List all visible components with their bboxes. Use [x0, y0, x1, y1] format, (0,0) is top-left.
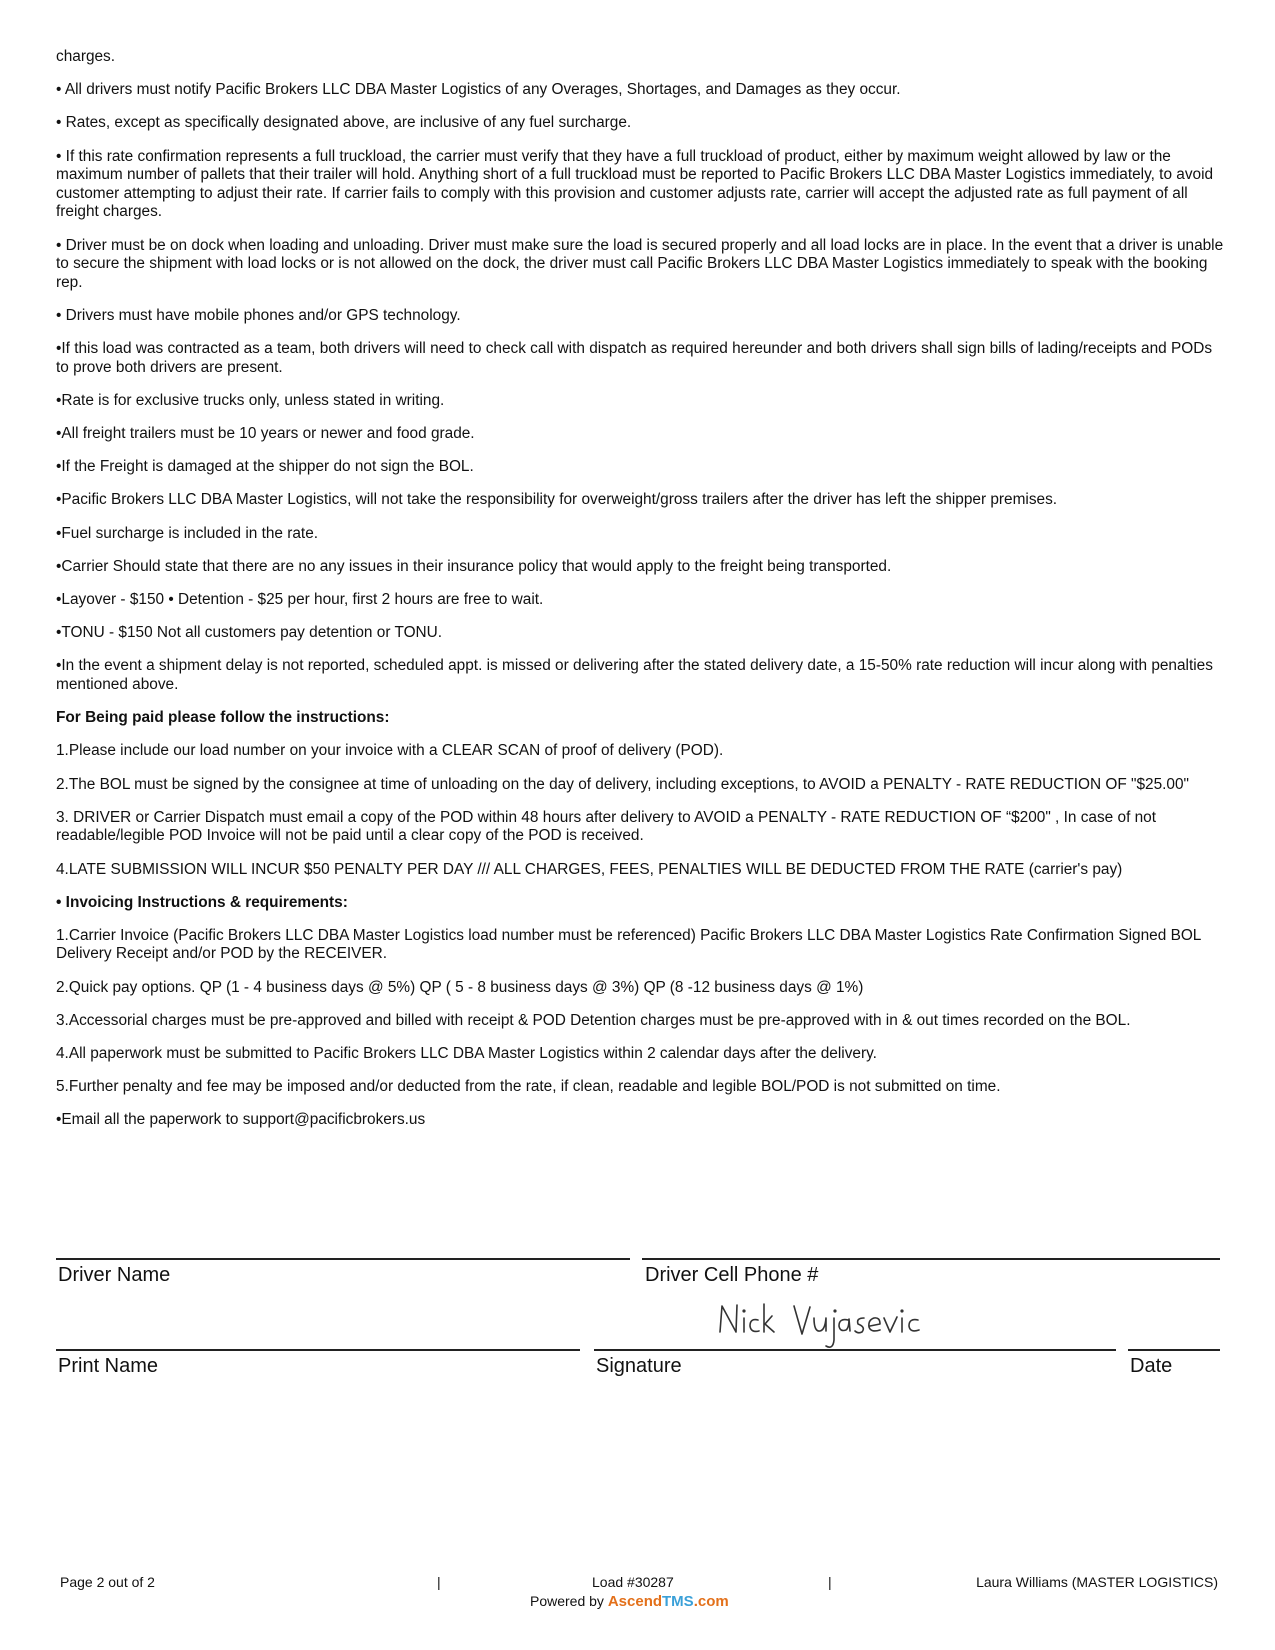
term-paragraph: • Driver must be on dock when loading and unloading. Driver must make sure the load is secured properly and all load locks are in place. In the event that a driver is unable to secure the shipment with load locks or is not allowed on the dock, the driver must call Pacific Brokers LLC DBA Master Logistics immediately to speak with the booking rep.	[56, 236, 1228, 291]
date-line	[1128, 1349, 1220, 1351]
term-paragraph: 3. DRIVER or Carrier Dispatch must email a copy of the POD within 48 hours after delivery to AVOID a PENALTY - RATE REDUCTION OF “$200" , In case of not readable/legible POD Invoice will not be paid until a clear copy of the POD is received.	[56, 808, 1161, 845]
print-name-line	[56, 1349, 580, 1351]
driver-name-line	[56, 1258, 630, 1260]
term-paragraph: 1.Carrier Invoice (Pacific Brokers LLC DBA Master Logistics load number must be referenced) Pacific Brokers LLC DBA Master Logistics Rate Confirmation Signed BOL Delivery Receipt and/or POD by the RECEIVER.	[56, 926, 1206, 963]
footer-page-number: Page 2 out of 2	[60, 1574, 155, 1590]
term-paragraph: 1.Please include our load number on your invoice with a CLEAR SCAN of proof of delivery (POD).	[56, 742, 724, 760]
term-paragraph: •If the Freight is damaged at the shipper do not sign the BOL.	[56, 458, 474, 476]
print-name-label: Print Name	[58, 1355, 159, 1377]
date-label: Date	[1130, 1355, 1173, 1377]
terms-and-conditions	[56, 48, 1228, 1145]
tms-brand: TMS	[662, 1593, 694, 1610]
term-paragraph: •In the event a shipment delay is not reported, scheduled appt. is missed or delivering after the stated delivery date, a 15-50% rate reduction will incur along with penalties mentioned above.	[56, 657, 1218, 693]
term-paragraph: charges.	[56, 48, 116, 65]
handwritten-signature	[714, 1296, 954, 1354]
term-paragraph: • All drivers must notify Pacific Brokers LLC DBA Master Logistics of any Overages, Shortages, and Damages as they occur.	[56, 81, 901, 99]
term-paragraph: •Pacific Brokers LLC DBA Master Logistics, will not take the responsibility for overweight/gross trailers after the driver has left the shipper premises.	[56, 491, 1058, 509]
section-heading: • Invoicing Instructions & requirements:	[56, 893, 348, 911]
powered-by-label: Powered by	[530, 1593, 604, 1609]
driver-phone-line	[642, 1258, 1220, 1260]
com-brand: .com	[693, 1593, 729, 1610]
term-paragraph: • If this rate confirmation represents a full truckload, the carrier must verify that they have a full truckload of product, either by maximum weight allowed by law or the maximum number of pallets that their trailer will hold. Anything short of a full truckload must be reported to Pacific Brokers LLC DBA Master Logistics immediately, to avoid customer attempting to adjust their rate. If carrier fails to comply with this provision and customer adjusts rate, carrier will accept the adjusted rate as full payment of all freight charges.	[56, 147, 1218, 221]
footer-load-number: Load #30287	[592, 1574, 674, 1590]
term-paragraph: •TONU - $150 Not all customers pay detention or TONU.	[56, 624, 443, 642]
term-paragraph: •Email all the paperwork to support@pacificbrokers.us	[56, 1111, 426, 1129]
term-paragraph: •Carrier Should state that there are no any issues in their insurance policy that would apply to the freight being transported.	[56, 557, 892, 575]
term-paragraph: 2.The BOL must be signed by the consignee at time of unloading on the day of delivery, including exceptions, to AVOID a PENALTY - RATE REDUCTION OF "$25.00"	[56, 775, 1190, 793]
signature-label: Signature	[596, 1355, 682, 1377]
term-paragraph: •If this load was contracted as a team, both drivers will need to check call with dispatch as required hereunder and both drivers shall sign bills of lading/receipts and PODs to prove both drivers are present.	[56, 340, 1217, 376]
term-paragraph: 4.LATE SUBMISSION WILL INCUR $50 PENALTY PER DAY /// ALL CHARGES, FEES, PENALTIES WILL BE DEDUCTED FROM THE RATE (carrier's pay)	[56, 860, 1123, 878]
term-paragraph: • Drivers must have mobile phones and/or GPS technology.	[56, 306, 461, 324]
footer-powered-by	[530, 1593, 729, 1610]
signature-line	[594, 1349, 1116, 1351]
term-paragraph: 4.All paperwork must be submitted to Pacific Brokers LLC DBA Master Logistics within 2 calendar days after the delivery.	[56, 1045, 877, 1063]
ascend-brand: Ascend	[607, 1593, 663, 1610]
footer-user: Laura Williams (MASTER LOGISTICS)	[976, 1574, 1218, 1590]
term-paragraph: 5.Further penalty and fee may be imposed and/or deducted from the rate, if clean, readable and legible BOL/POD is not submitted on time.	[56, 1078, 1001, 1096]
term-paragraph: •Layover - $150 • Detention - $25 per hour, first 2 hours are free to wait.	[56, 591, 544, 608]
term-paragraph: •All freight trailers must be 10 years or newer and food grade.	[56, 425, 475, 443]
term-paragraph: 3.Accessorial charges must be pre-approved and billed with receipt & POD Detention charges must be pre-approved with in & out times recorded on the BOL.	[56, 1011, 1131, 1029]
footer-separator-left: |	[437, 1574, 441, 1590]
term-paragraph: 2.Quick pay options. QP (1 - 4 business days @ 5%) QP ( 5 - 8 business days @ 3%) QP (8 -12 business days @ 1%)	[56, 978, 864, 996]
driver-name-label: Driver Name	[58, 1264, 171, 1286]
section-heading: For Being paid please follow the instructions:	[56, 709, 390, 727]
term-paragraph: •Fuel surcharge is included in the rate.	[56, 524, 319, 542]
footer-separator-right: |	[828, 1574, 832, 1590]
term-paragraph: • Rates, except as specifically designated above, are inclusive of any fuel surcharge.	[56, 114, 632, 132]
term-paragraph: •Rate is for exclusive trucks only, unless stated in writing.	[56, 391, 445, 409]
driver-phone-label: Driver Cell Phone #	[645, 1264, 819, 1286]
